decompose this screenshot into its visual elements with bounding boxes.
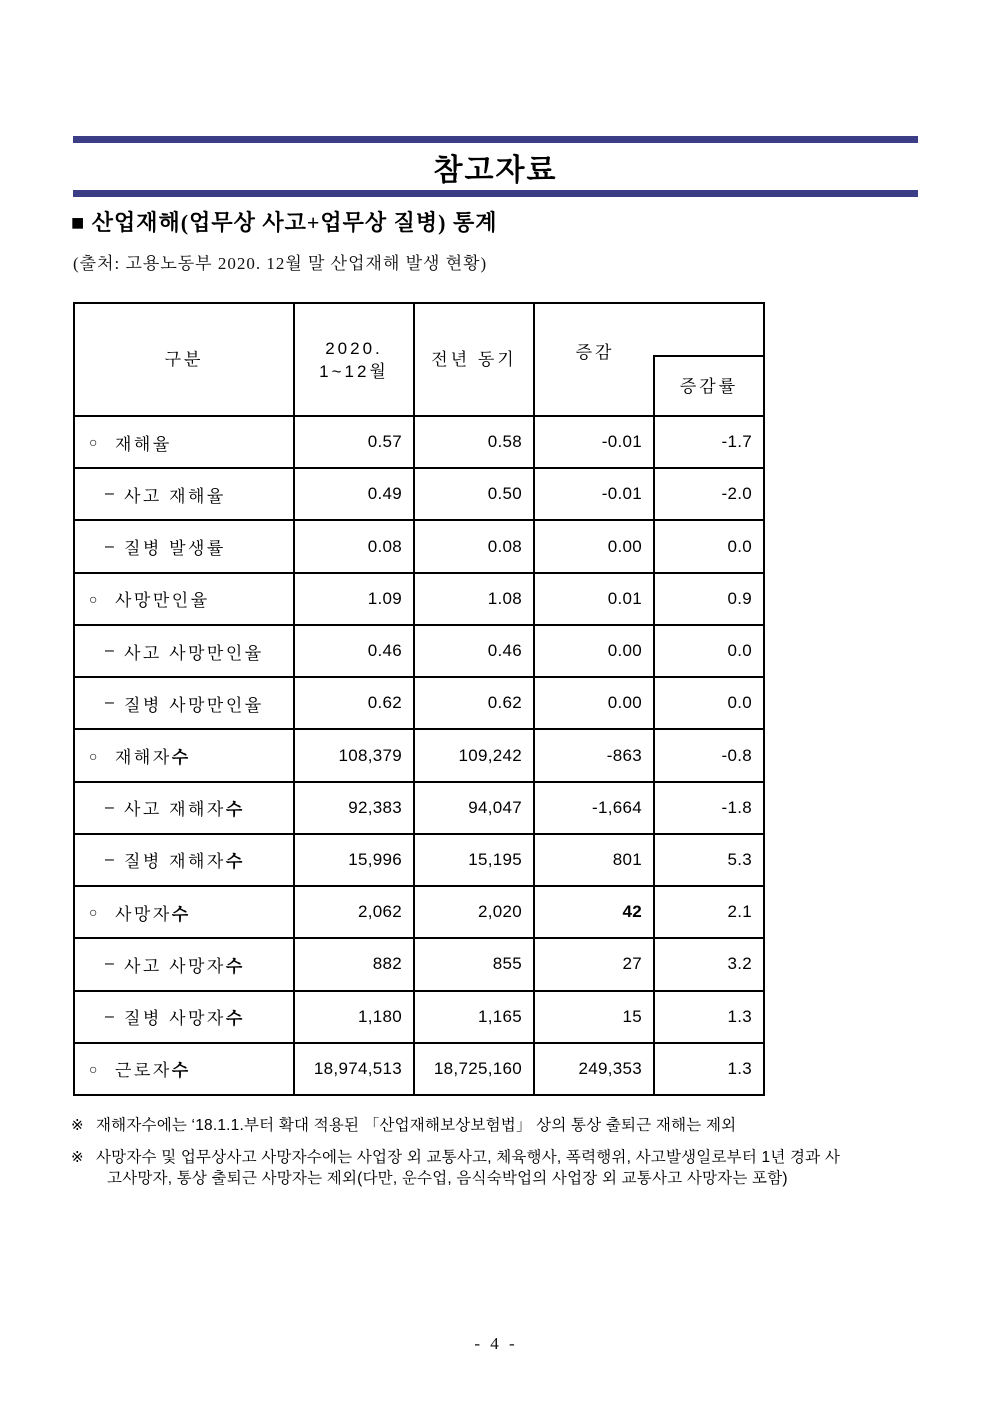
value-cell: 0.08 <box>415 521 535 571</box>
row-label: 질병 사망만인율 <box>124 695 264 715</box>
header-change-group <box>535 304 763 415</box>
value-cell: 18,974,513 <box>295 1044 415 1094</box>
table-row <box>75 887 763 939</box>
table-row <box>75 835 763 887</box>
row-label-cell <box>75 469 295 519</box>
value-cell: 1.08 <box>415 574 535 624</box>
value-cell: 0.00 <box>535 678 655 728</box>
bullet-dash-icon: – <box>105 694 117 712</box>
bullet-circle-icon: ○ <box>89 904 100 921</box>
table-header-row <box>75 304 763 417</box>
value-cell: 0.57 <box>295 417 415 467</box>
value-cell: 5.3 <box>727 849 752 869</box>
table-row <box>75 521 763 573</box>
footnotes <box>71 1115 943 1200</box>
value-cell: -0.01 <box>535 469 655 519</box>
value-cell: 92,383 <box>295 783 415 833</box>
value-cell: 0.50 <box>415 469 535 519</box>
value-cell: 3.2 <box>727 954 752 974</box>
value-cell: 0.49 <box>295 469 415 519</box>
footnote <box>71 1115 943 1136</box>
row-label: 질병 발생률 <box>124 539 226 559</box>
row-label-cell <box>75 574 295 624</box>
bullet-dash-icon: – <box>105 1007 117 1025</box>
bullet-dash-icon: – <box>105 850 117 868</box>
value-cell: 108,379 <box>295 730 415 780</box>
value-cell: 882 <box>295 939 415 989</box>
row-label-cell <box>75 521 295 571</box>
row-label: 재해자수 <box>115 748 191 768</box>
row-label: 사고 사망만인율 <box>124 643 264 663</box>
row-label: 질병 사망자수 <box>124 1009 245 1029</box>
row-label-cell <box>75 939 295 989</box>
section-heading: ■ 산업재해(업무상 사고+업무상 질병) 통계 <box>71 210 498 235</box>
value-cell: 1.3 <box>727 1058 752 1078</box>
bullet-dash-icon: – <box>105 955 117 973</box>
row-label: 질병 재해자수 <box>124 852 245 872</box>
table-body <box>75 417 763 1094</box>
footnote-text <box>96 1147 840 1189</box>
value-cell: 0.46 <box>295 626 415 676</box>
footnote-line: 사망자수 및 업무상사고 사망자수에는 사업장 외 교통사고, 체육행사, 폭력행위, 사고발생일로부터 1년 경과 사 <box>96 1149 841 1166</box>
footnote-text <box>96 1115 736 1136</box>
value-cell: 1.3 <box>727 1006 752 1026</box>
row-label-cell <box>75 626 295 676</box>
value-cell: 0.62 <box>295 678 415 728</box>
value-cell: 27 <box>535 939 655 989</box>
row-label: 근로자수 <box>115 1061 191 1081</box>
row-label: 사망만인율 <box>115 591 210 611</box>
value-cell: 855 <box>415 939 535 989</box>
row-label: 사망자수 <box>115 904 191 924</box>
value-cell: -1.8 <box>721 797 752 817</box>
value-cell: 2.1 <box>727 902 752 922</box>
value-cell: 0.08 <box>295 521 415 571</box>
table-row <box>75 992 763 1044</box>
row-label: 재해율 <box>115 434 172 454</box>
value-cell: 42 <box>535 887 655 937</box>
bullet-circle-icon: ○ <box>89 747 100 764</box>
value-cell: -0.01 <box>535 417 655 467</box>
value-cell: 0.46 <box>415 626 535 676</box>
table-row <box>75 574 763 626</box>
bullet-dash-icon: – <box>105 537 117 555</box>
row-label-cell <box>75 678 295 728</box>
header-change-rate: 증감률 <box>653 355 763 415</box>
value-cell: 0.62 <box>415 678 535 728</box>
source-note: (출처: 고용노동부 2020. 12월 말 산업재해 발생 현황) <box>73 254 488 273</box>
value-cell: 15,195 <box>415 835 535 885</box>
value-cell: 15,996 <box>295 835 415 885</box>
value-cell: -2.0 <box>721 484 752 504</box>
header-period-2020 <box>295 304 415 415</box>
page-title: 참고자료 <box>433 154 558 187</box>
header-previous-year: 전년 동기 <box>415 304 535 415</box>
row-label-cell <box>75 730 295 780</box>
table-row <box>75 1044 763 1094</box>
header-period-months: 1~12월 <box>319 361 389 381</box>
header-period-year: 2020. <box>325 338 383 358</box>
value-cell: 0.9 <box>727 588 752 608</box>
statistics-table <box>73 302 765 1096</box>
table-row <box>75 469 763 521</box>
bullet-dash-icon: – <box>105 485 117 503</box>
value-cell: 0.01 <box>535 574 655 624</box>
row-label-cell <box>75 835 295 885</box>
table-row <box>75 939 763 991</box>
value-cell: -1.7 <box>721 432 752 452</box>
row-label: 사고 재해율 <box>124 486 226 506</box>
value-cell: -863 <box>535 730 655 780</box>
row-label-cell <box>75 992 295 1042</box>
row-label-cell <box>75 887 295 937</box>
table-row <box>75 678 763 730</box>
row-label-cell <box>75 783 295 833</box>
title-rule-top <box>73 136 918 143</box>
value-cell: 0.0 <box>727 641 752 661</box>
value-cell: -1,664 <box>535 783 655 833</box>
table-row <box>75 783 763 835</box>
row-label-cell <box>75 417 295 467</box>
footnote-line: 재해자수에는 ‘18.1.1.부터 확대 적용된 「산업재해보상보험법」 상의 통상 출퇴근 재해는 제외 <box>96 1117 737 1134</box>
value-cell: 0.00 <box>535 626 655 676</box>
value-cell: 2,020 <box>415 887 535 937</box>
footnote-marker: ※ <box>71 1149 84 1166</box>
value-cell: 109,242 <box>415 730 535 780</box>
footnote-line: 고사망자, 통상 출퇴근 사망자는 제외(다만, 운수업, 음식숙박업의 사업장 외 교통사고 사망자는 포함) <box>107 1170 788 1187</box>
value-cell: 1.09 <box>295 574 415 624</box>
value-cell: 0.58 <box>415 417 535 467</box>
value-cell: 15 <box>535 992 655 1042</box>
table-row <box>75 730 763 782</box>
header-category: 구분 <box>75 304 295 415</box>
row-label-cell <box>75 1044 295 1094</box>
bullet-dash-icon: – <box>105 798 117 816</box>
title-rule-bottom <box>73 190 918 197</box>
bullet-circle-icon: ○ <box>89 1060 100 1077</box>
value-cell: 1,165 <box>415 992 535 1042</box>
row-label: 사고 재해자수 <box>124 800 245 820</box>
header-change: 증감 <box>575 343 615 362</box>
value-cell: 1,180 <box>295 992 415 1042</box>
footnote <box>71 1147 943 1189</box>
value-cell: 801 <box>535 835 655 885</box>
bullet-dash-icon: – <box>105 642 117 660</box>
table-row <box>75 417 763 469</box>
value-cell: 0.00 <box>535 521 655 571</box>
value-cell: -0.8 <box>721 745 752 765</box>
value-cell: 2,062 <box>295 887 415 937</box>
value-cell: 249,353 <box>535 1044 655 1094</box>
table-row <box>75 626 763 678</box>
row-label: 사고 사망자수 <box>124 956 245 976</box>
page-number: - 4 - <box>474 1334 518 1353</box>
value-cell: 94,047 <box>415 783 535 833</box>
footnote-marker: ※ <box>71 1117 84 1134</box>
value-cell: 0.0 <box>727 693 752 713</box>
bullet-circle-icon: ○ <box>89 434 100 451</box>
value-cell: 18,725,160 <box>415 1044 535 1094</box>
value-cell: 0.0 <box>727 536 752 556</box>
bullet-circle-icon: ○ <box>89 590 100 607</box>
